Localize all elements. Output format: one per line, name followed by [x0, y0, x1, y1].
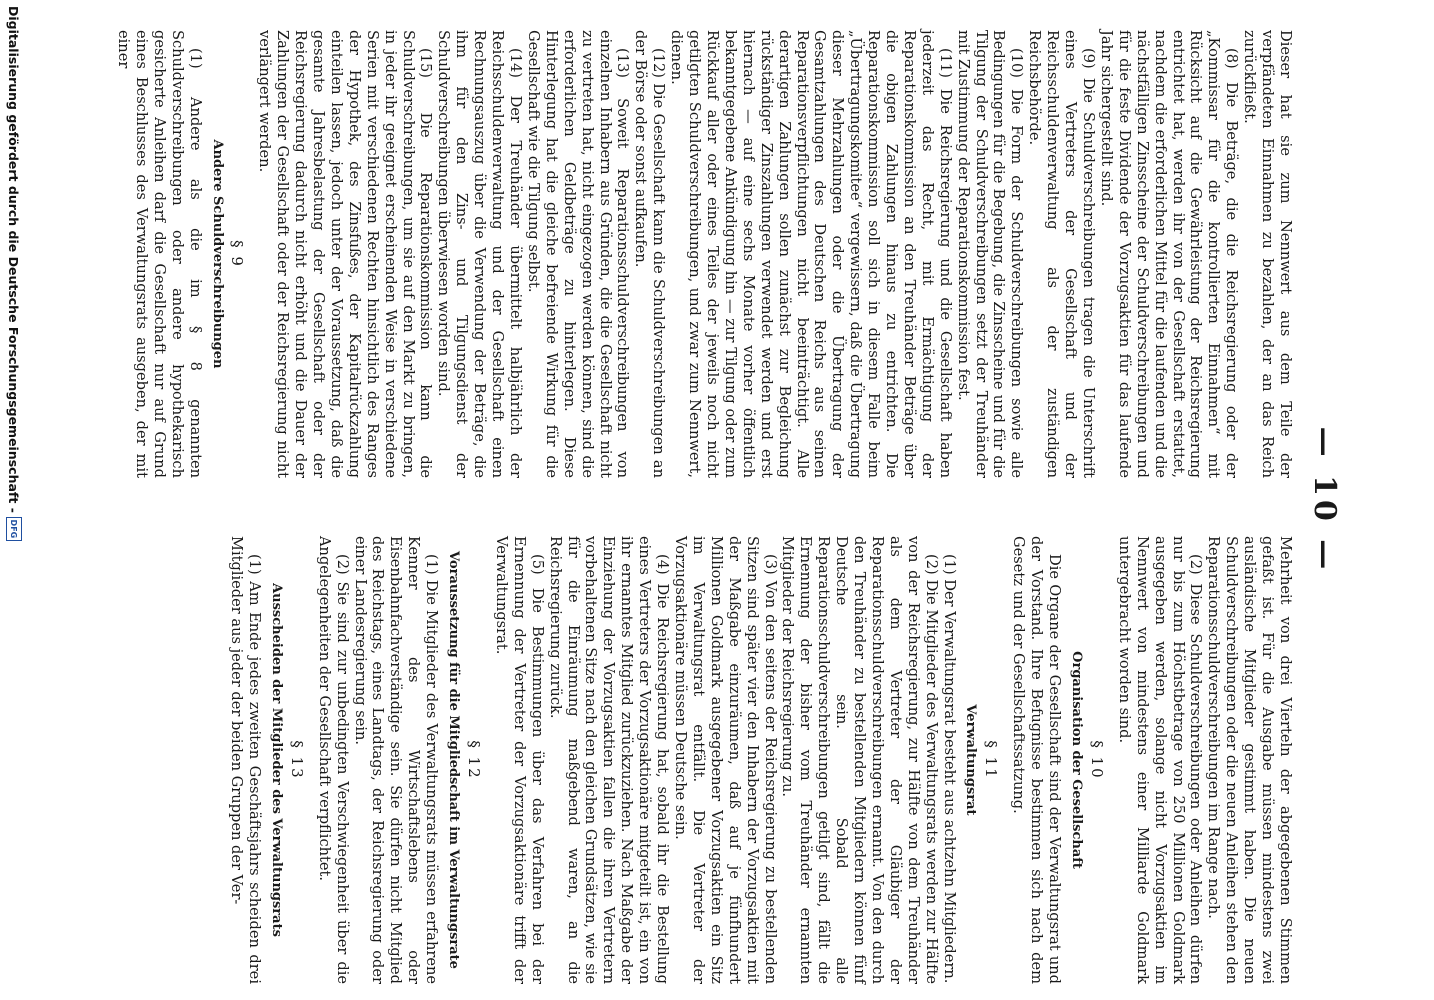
section-13-number: § 13 [287, 740, 306, 780]
paragraph: (5) Die Bestimmungen über das Verfahren bei der Ernennung der Vertreter der Vorzugsaktionäre trifft der Verwaltungsrat. [492, 536, 546, 984]
paragraph: (1) Am Ende jedes zweiten Geschäftsjahrs scheiden drei Mitglieder aus jeder der beiden Gruppen der Ver- [228, 536, 264, 984]
section-10-title: Organisation der Gesellschaft [1069, 651, 1085, 869]
paragraph: (14) Der Treuhänder übermittelt halbjährlich der Reichsschuldenverwaltung und der Gesellschaft einen Rechnungsauszug über die Verwendung der Beträge, die ihm für den Zins- und Tilgungsdienst der Schuldverschreibungen überwiesen worden sind. [435, 30, 525, 478]
dfg-logo-icon: DFG [6, 517, 22, 541]
paragraph: (10) Die Form der Schuldverschreibungen sowie alle Bedingungen für die Begebung, die Zinsscheine und für die Tilgung der Schuldverschreibungen setzt der Treuhänder mit Zustimmung der Reparationskommission fest. [954, 30, 1026, 478]
paragraph: Dieser hat sie zum Nennwert aus dem Teile der verpfändeten Einnahmen zu bezahlen, der an das Reich zurückfließt. [1241, 30, 1294, 478]
paragraph: (1) Der Verwaltungsrat besteht aus achtzehn Mitgliedern. [940, 554, 958, 984]
section-9-title: Andere Schuldverschreibungen [209, 139, 225, 369]
section-11-number: § 11 [982, 740, 1001, 780]
section-12-title: Voraussetzung für die Mitgliedschaft im Verwaltungsrate [446, 551, 462, 969]
section-11-title: Verwaltungsrat [963, 704, 979, 816]
section-9-paragraphs [114, 30, 204, 478]
paragraph: (9) Die Schuldverschreibungen tragen die Unterschrift eines Vertreters der Gesellschaft und der Reichsschuldenverwaltung als der zuständigen Reichsbehörde. [1026, 30, 1098, 478]
paragraph: Mehrheit von drei Vierteln der abgegebenen Stimmen gefaßt ist. Für die Ausgabe müssen mindestens zwei ausländische Mitglieder gestimmt haben. Die neuen Schuldverschreibungen oder die neuen Anleihen stehen den Reparationsschuldverschreibungen im Range nach. [1205, 536, 1294, 984]
right-column [227, 536, 1294, 984]
paragraph: (3) Von den seitens der Reichsregierung zu bestellenden Sitzen sind später vier den Inhabern der Vorzugsaktien mit der Maßgabe einzuräumen, daß auf je fünfhundert Millionen Goldmark ausgegebener Vorzugsaktien ein Sitz im Verwaltungsrat entfällt. Die Vertreter der Vorzugsaktionäre müssen Deutsche sein. [672, 536, 779, 984]
section-13-title: Ausscheiden der Mitglieder des Verwaltungsrats [268, 583, 284, 937]
paragraph: (1) Die Mitglieder des Verwaltungsrats müssen erfahrene Kenner des Wirtschaftslebens oder Eisenbahnfachverständige sein. Sie dürfen nicht Mitglied des Reichstags, eines Landtags, der Reichsregierung oder einer Landesregierung sein. [351, 536, 441, 984]
paragraph: (1) Andere als die im § 8 genannten Schuldverschreibungen oder andere hypothekarisch gesicherte Anleihen darf die Gesellschaft nur auf Grund eines Beschlusses des Verwaltungsrats ausgeben, der mit einer [115, 30, 204, 478]
paragraph: (8) Die Beträge, die die Reichsregierung oder der „Kommissar für die kontrollierten Einnahmen“ mit Rücksicht auf die Gewährleistung der Reichsregierung entrichtet hat, werden ihr von der Gesellschaft erstattet, nachdem die erforderlichen Mittel für die laufenden und die nächstfälligen Zinsscheine der Schuldverschreibungen und für die feste Dividende der Vorzugsaktien für das laufende Jahr sichergestellt sind. [1097, 30, 1241, 478]
credit-text: Digitalisierung gefördert durch die Deutsche Forschungsgemeinschaft - [6, 6, 22, 513]
page-number: — 10 — [1307, 426, 1342, 574]
left-paragraphs [255, 30, 1294, 478]
section-9-number: § 9 [228, 240, 247, 268]
section-12-number: § 12 [465, 740, 484, 780]
paragraph: (15) Die Reparationskommission kann die Schuldverschreibungen, um sie auf den Markt zu bringen, in jeder ihr geeignet erscheinenden Weise in verschiedene Serien mit verschiedenen Rechten hinsichtlich des Ranges der Hypothek, des Zinsfußes, der Kapitalrückzahlung einteilen lassen, jedoch unter der Voraussetzung, daß die gesamte Jahresbelastung der Gesellschaft oder der Reichsregierung dadurch nicht erhöht und die Dauer der Zahlungen der Gesellschaft oder der Reichsregierung nicht verlängert werden. [256, 30, 435, 478]
section-12-paragraphs [315, 536, 440, 984]
paragraph: (11) Die Reichsregierung und die Gesellschaft haben jederzeit das Recht, mit Ermächtigung der Reparationskommission an den Treuhänder Beträge über die obigen Zahlungen hinaus zu entrichten. Die Reparationskommission soll sich in diesem Falle beim „Übertragungskomitee“ vergewissern, daß die Übertragung dieser Mehrzahlungen oder die Übertragung der Gesamtzahlungen des Deutschen Reichs aus seinen Reparationsverpflichtungen nicht beeinträchtigt. Alle derartigen Zahlungen sollen zunächst zur Begleichung rückständiger Zinszahlungen verwendet werden und erst hiernach — auf eine sechs Monate vorher öffentlich bekanntgegebene Ankündigung hin — zur Tilgung oder zum Rückkauf aller oder eines Teiles der jeweils noch nicht getilgten Schuldverschreibungen, und zwar zum Nennwert, dienen. [668, 30, 954, 478]
right-paragraphs [1115, 536, 1294, 984]
paragraph: (2) Sie sind zur unbedingten Verschwiegenheit über die Angelegenheiten der Gesellschaft verpflichtet. [315, 536, 351, 984]
section-10-paragraphs [1009, 536, 1063, 984]
paragraph: Die Organe der Gesellschaft sind der Verwaltungsrat und der Vorstand. Ihre Befugnisse bestimmen sich nach dem Gesetz und der Gesellschaftssatzung. [1010, 536, 1064, 984]
paragraph: (4) Die Reichsregierung hat, sobald ihr die Bestellung eines Vertreters der Vorzugsaktionäre mitgeteilt ist, ein von ihr ernanntes Mitglied zurückzuziehen. Nach Maßgabe der Einziehung der Vorzugsaktien fallen die ihren Vertretern vorbehaltenen Sitze nach den gleichen Grundsätzen, wie sie für die Einräumung maßgebend waren, an die Reichsregierung zurück. [546, 536, 672, 984]
paragraph: (2) Diese Schuldverschreibungen oder Anleihen dürfen nur bis zum Höchstbetrage von 250 Millionen Goldmark ausgegeben werden, solange nicht Vorzugsaktien im Nennwert von mindestens einer Milliarde Goldmark untergebracht worden sind. [1115, 536, 1205, 984]
digitization-credit [6, 6, 22, 806]
section-13-paragraphs [227, 536, 263, 984]
paragraph: (2) Die Mitglieder des Verwaltungsrats werden zur Hälfte von der Reichsregierung, zur Hälfte von dem Treuhänder als dem Vertreter der Gläubiger der Reparationsschuldverschreibungen ernannt. Von den durch den Treuhänder zu bestellenden Mitgliedern können fünf Deutsche sein. Sobald alle Reparationsschuldverschreibungen getilgt sind, fällt die Ernennung der bisher vom Treuhänder ernannten Mitglieder der Reichsregierung zu. [779, 536, 940, 984]
paragraph: (13) Soweit Reparationsschuldverschreibungen von einzelnen Inhabern aus Gründen, die die Gesellschaft nicht zu vertreten hat, nicht eingezogen werden können, sind die erforderlichen Geldbeträge zu hinterlegen. Diese Hinterlegung hat die gleiche befreiende Wirkung für die Gesellschaft wie die Tilgung selbst. [524, 30, 632, 478]
section-10-number: § 10 [1087, 740, 1106, 780]
paragraph: (12) Die Gesellschaft kann die Schuldverschreibungen an der Börse oder sonst aufkaufen. [632, 30, 668, 478]
section-11-paragraphs [492, 536, 958, 984]
left-column [114, 30, 1294, 478]
